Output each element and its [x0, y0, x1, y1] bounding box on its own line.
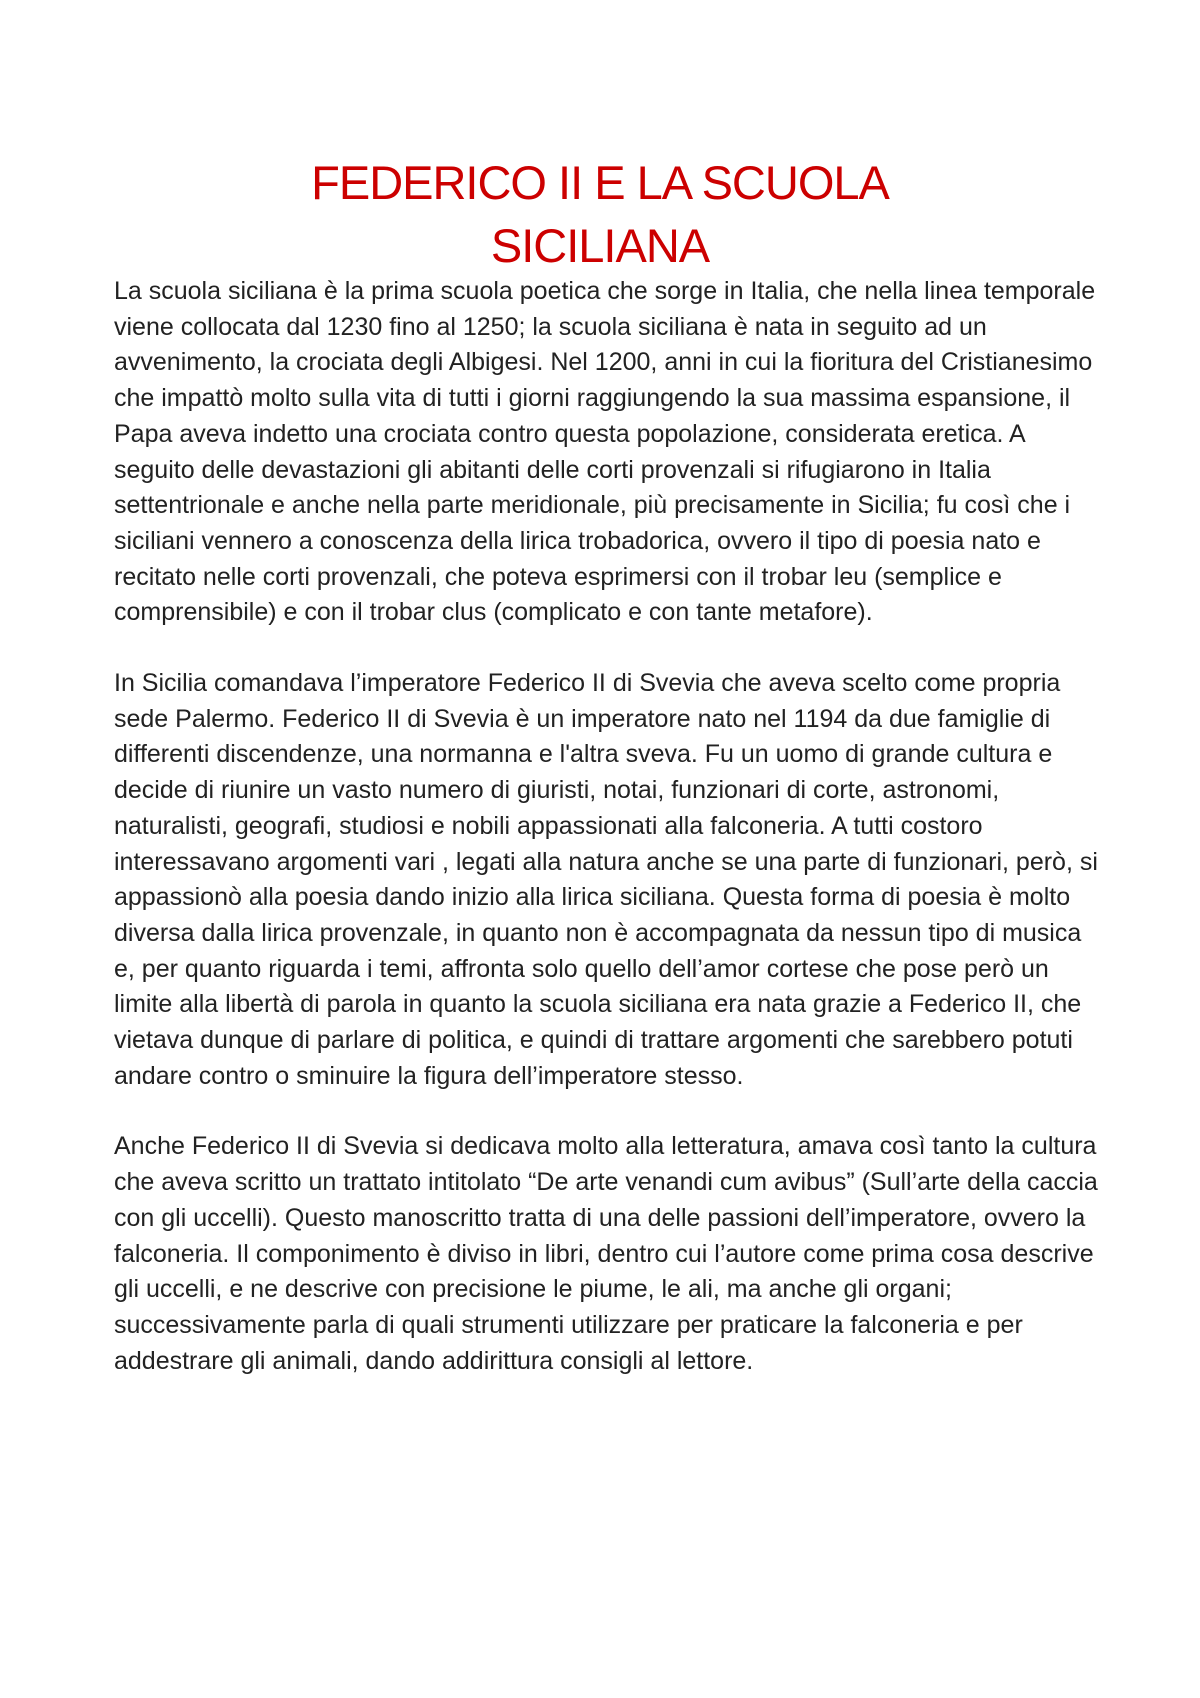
title-line-1: FEDERICO II E LA SCUOLA: [311, 156, 889, 209]
paragraph-2: In Sicilia comandava l’imperatore Federico II di Svevia che aveva scelto come propria sede Palermo. Federico II di Svevia è un imperatore nato nel 1194 da due famiglie di differenti discendenze, una normanna e l'altra sveva. Fu un uomo di grande cultura e decide di riunire un vasto numero di giuristi, notai, funzionari di corte, astronomi, naturalisti, geografi, studiosi e nobili appassionati alla falconeria. A tutti costoro interessavano argomenti vari , legati alla natura anche se una parte di funzionari, però, si appassionò alla poesia dando inizio alla lirica siciliana. Questa forma di poesia è molto diversa dalla lirica provenzale, in quanto non è accompagnata da nessun tipo di musica e, per quanto riguarda i temi, affronta solo quello dell’amor cortese che pose però un limite alla libertà di parola in quanto la scuola siciliana era nata grazie a Federico II, che vietava dunque di parlare di politica, e quindi di trattare argomenti che sarebbero potuti andare contro o sminuire la figura dell’imperatore stesso.: [114, 669, 1098, 1090]
document-title: [100, 151, 1100, 277]
paragraph-1: La scuola siciliana è la prima scuola poetica che sorge in Italia, che nella linea temporale viene collocata dal 1230 fino al 1250; la scuola siciliana è nata in seguito ad un avvenimento, la crociata degli Albigesi. Nel 1200, anni in cui la fioritura del Cristianesimo che impattò molto sulla vita di tutti i giorni raggiungendo la sua massima espansione, il Papa aveva indetto una crociata contro questa popolazione, considerata eretica. A seguito delle devastazioni gli abitanti delle corti provenzali si rifugiarono in Italia settentrionale e anche nella parte meridionale, più precisamente in Sicilia; fu così che i siciliani vennero a conoscenza della lirica trobadorica, ovvero il tipo di poesia nato e recitato nelle corti provenzali, che poteva esprimersi con il trobar leu (semplice e comprensibile) e con il trobar clus (complicato e con tante metafore).: [114, 277, 1096, 627]
document-body: [114, 274, 1099, 1414]
title-line-2: SICILIANA: [490, 219, 710, 272]
paragraph-3: Anche Federico II di Svevia si dedicava molto alla letteratura, amava così tanto la cultura che aveva scritto un trattato intitolato “De arte venandi cum avibus” (Sull’arte della caccia con gli uccelli). Questo manoscritto tratta di una delle passioni dell’imperatore, ovvero la falconeria. Il componimento è diviso in libri, dentro cui l’autore come prima cosa descrive gli uccelli, e ne descrive con precisione le piume, le ali, ma anche gli organi; successivamente parla di quali strumenti utilizzare per praticare la falconeria e per addestrare gli animali, dando addirittura consigli al lettore.: [114, 1132, 1098, 1375]
